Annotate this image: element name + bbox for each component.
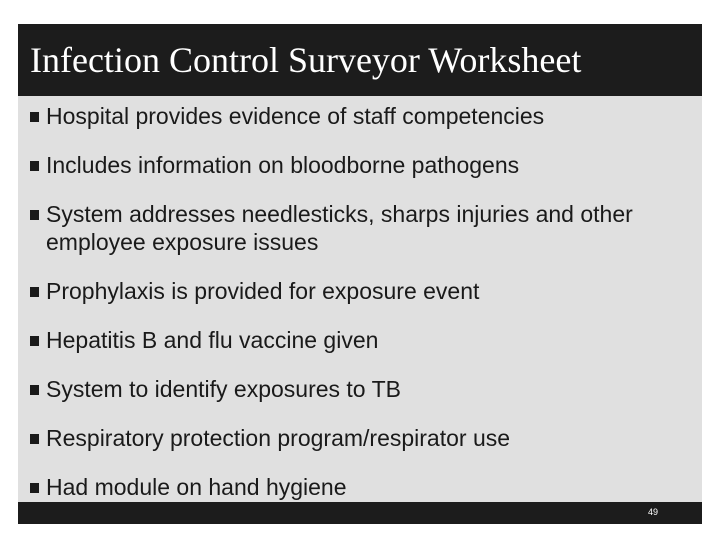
square-bullet-icon xyxy=(30,112,39,122)
bullet-item xyxy=(30,200,698,256)
bullet-item xyxy=(30,424,698,452)
square-bullet-icon xyxy=(30,336,39,346)
bullet-text: Had module on hand hygiene xyxy=(46,474,347,500)
footer-bar xyxy=(18,502,702,524)
bullet-text: Hospital provides evidence of staff competencies xyxy=(46,103,545,129)
square-bullet-icon xyxy=(30,483,39,493)
slide xyxy=(18,24,702,524)
bullet-item xyxy=(30,326,698,354)
slide-title: Infection Control Surveyor Worksheet xyxy=(30,40,582,80)
square-bullet-icon xyxy=(30,161,39,171)
title-bar xyxy=(18,24,702,96)
bullet-item xyxy=(30,473,698,501)
square-bullet-icon xyxy=(30,385,39,395)
bullet-text: System addresses needlesticks, sharps injuries and other employee exposure issues xyxy=(46,201,633,255)
bullet-item xyxy=(30,102,698,130)
page-number: 49 xyxy=(647,507,658,517)
bullet-text: Prophylaxis is provided for exposure event xyxy=(46,278,480,304)
square-bullet-icon xyxy=(30,287,39,297)
bullet-text: Respiratory protection program/respirator use xyxy=(46,425,511,451)
square-bullet-icon xyxy=(30,434,39,444)
bullet-item xyxy=(30,151,698,179)
bullet-text: Includes information on bloodborne pathogens xyxy=(46,152,520,178)
bullet-item xyxy=(30,375,698,403)
bullet-list xyxy=(30,102,698,522)
bullet-text: System to identify exposures to TB xyxy=(46,376,401,402)
bullet-item xyxy=(30,277,698,305)
bullet-text: Hepatitis B and flu vaccine given xyxy=(46,327,379,353)
square-bullet-icon xyxy=(30,210,39,220)
